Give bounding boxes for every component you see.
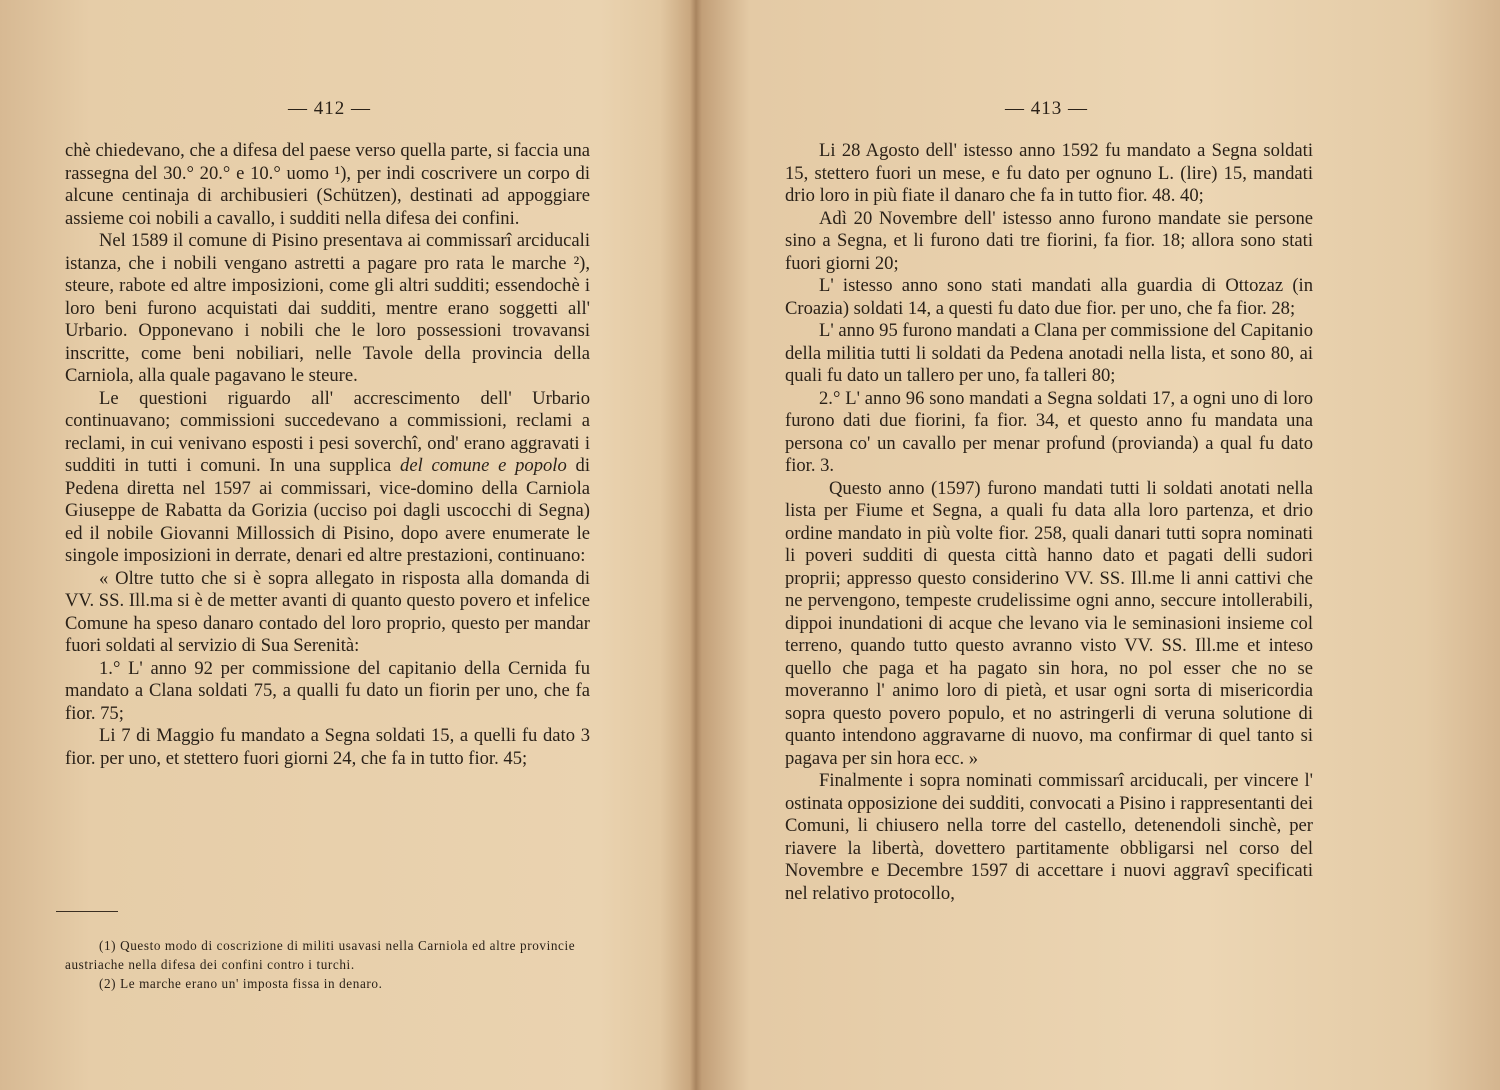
footnote: (1) Questo modo di coscrizione di militi usavasi nella Carniola ed altre provincie austriache nella difesa dei confini contro i turchi. <box>65 938 576 972</box>
footnote-rule <box>56 911 118 912</box>
paragraph-text: di Pedena diretta nel 1597 ai commissari, vice-domino della Carniola Giuseppe de Rabatta da Gorizia (ucciso poi dagli uscocchi di Segna) ed il nobile Giovanni Millossich di Pisino, dopo avere enumerate le singole imposizioni in derrate, denari ed altre prestazioni, continuano: <box>65 455 590 566</box>
paragraph: 2.° L' anno 96 sono mandati a Segna soldati 17, a ogni uno di loro furono dati due fiorini, fa fior. 34, et questo anno fu mandata una persona co' un cavallo per menar profund (provianda) a qual fu dato fior. 3. <box>785 387 1313 476</box>
paragraph: Finalmente i sopra nominati commissarî arciducali, per vincere l' ostinata opposizione dei sudditi, convocati a Pisino i rappresentanti dei Comuni, li chiusero nella torre del castello, detenendoli sinchè, per riavere la libertà, dovettero partitamente obbligarsi nel corso del Novembre e Decembre 1597 di accettare i nuovi aggravî specificati nel relativo protocollo, <box>785 770 1313 904</box>
paragraph: chè chiedevano, che a difesa del paese verso quella parte, si faccia una rassegna del 30.° 20.° e 10.° uomo ¹), per indi coscrivere un corpo di alcune centinaja di archibusieri (Schützen), destinati ad appoggiare assieme coi nobili a cavallo, i sudditi nella difesa dei confini. <box>65 140 590 229</box>
body-text <box>785 140 1313 905</box>
page-number: — 412 — <box>288 98 371 119</box>
left-page <box>0 0 690 1090</box>
page-number: — 413 — <box>1005 98 1088 119</box>
paragraph: Li 7 di Maggio fu mandato a Segna soldati 15, a quelli fu dato 3 fior. per uno, et stettero fuori giorni 24, che fa in tutto fior. 45; <box>65 725 590 769</box>
right-page <box>700 0 1500 1090</box>
paragraph <box>65 388 590 568</box>
quoted-paragraph: « Oltre tutto che si è sopra allegato in risposta alla domanda di VV. SS. Ill.ma si è de metter avanti di quanto questo povero et infelice Comune ha speso danaro contado del loro proprio, questo per mandar fuori soldati al servizio di Sua Serenità: <box>65 567 590 656</box>
paragraph: Adì 20 Novembre dell' istesso anno furono mandate sie persone sino a Segna, et li furono dati tre fiorini, fa fior. 18; allora sono stati fuori giorni 20; <box>785 207 1313 274</box>
body-text <box>65 140 590 770</box>
footnote: (2) Le marche erano un' imposta fissa in denaro. <box>99 976 383 991</box>
footnotes <box>65 936 593 993</box>
italic-phrase: del comune e popolo <box>400 455 567 476</box>
paragraph: Nel 1589 il comune di Pisino presentava ai commissarî arciducali istanza, che i nobili vengano astretti a pagare pro rata le marche ²), steure, rabote ed altre imposizioni, come gli altri sudditi; essendochè i loro beni furono acquistati dai sudditi, mentre erano soggetti all' Urbario. Opponevano i nobili che le loro possessioni trovavansi inscritte, come beni nobiliari, nelle Tavole della provincia della Carniola, alla quale pagavano le steure. <box>65 230 590 386</box>
paragraph: Questo anno (1597) furono mandati tutti li soldati anotati nella lista per Fiume et Segna, a quali fu data alla loro partenza, et drio ordine mandato in più volte fior. 258, quali danari tutti sopra nominati li poveri sudditi di questa città hanno dato et pagati delli sudori proprii; appresso questo considerino VV. SS. Ill.me li anni cattivi che ne pervengono, tempeste crudelissime ogni anno, seccure intollerabili, dippoi inundationi di acque che levano via le seminasioni insieme col terreno, quando tutto questo avranno visto VV. SS. Ill.me et inteso quello che paga et ha pagato sin hora, no pol esser che no se moveranno l' animo loro di pietà, et usar ogni sorta di misericordia sopra questo povero populo, et no astringerli di veruna solutione di quanto intendono aggravarne di nuovo, ma confirmar di quel tanto si pagava per sin hora ecc. » <box>785 477 1313 769</box>
paragraph: L' istesso anno sono stati mandati alla guardia di Ottozaz (in Croazia) soldati 14, a questi fu dato due fior. per uno, che fa fior. 28; <box>785 275 1313 319</box>
paragraph-text: Le questioni riguardo all' accrescimento dell' Urbario continuavano; commissioni succedevano a commissioni, reclami a reclami, in cui venivano esposti i pesi soverchî, ond' erano aggravati i sudditi in tutti i comuni. In una supplica <box>65 387 590 476</box>
paragraph: 1.° L' anno 92 per commissione del capitanio della Cernida fu mandato a Clana soldati 75, a qualli fu dato un fiorin per uno, che fa fior. 75; <box>65 657 590 724</box>
paragraph: L' anno 95 furono mandati a Clana per commissione del Capitanio della militia tutti li soldati da Pedena anotadi nella lista, et sono 80, ai quali fu dato un tallero per uno, fa talleri 80; <box>785 320 1313 386</box>
paragraph: Li 28 Agosto dell' istesso anno 1592 fu mandato a Segna soldati 15, stettero fuori un mese, e fu dato per ognuno L. (lire) 15, mandati drio loro in più fiate il danaro che fa in tutto fior. 48. 40; <box>785 140 1313 206</box>
